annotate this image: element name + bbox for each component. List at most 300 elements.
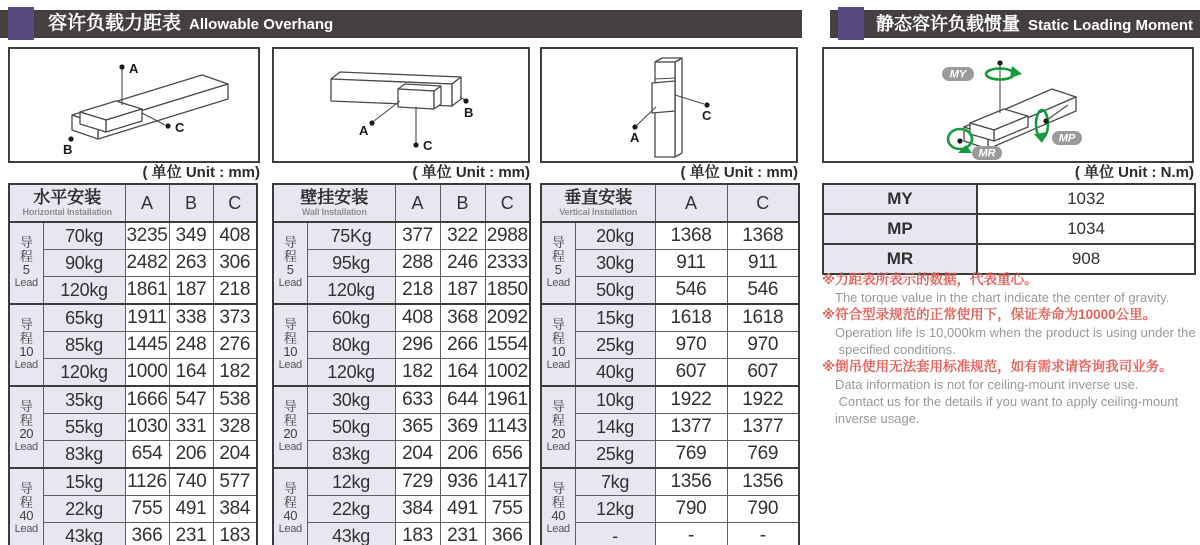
load-cell: 15kg xyxy=(575,304,655,332)
lead-cell xyxy=(541,222,575,304)
load-cell: 43kg xyxy=(307,523,395,545)
installation-name-cell xyxy=(9,184,125,222)
value-cell: 183 xyxy=(395,523,440,545)
mp-arrowhead xyxy=(1034,132,1048,143)
load-cell: 20kg xyxy=(575,222,655,250)
value-cell: 1618 xyxy=(655,304,727,332)
lead-line: 导 xyxy=(19,399,33,414)
horizontal-rail-wireframe xyxy=(10,49,258,161)
value-cell: 2988 xyxy=(485,222,530,250)
vertical-table-container xyxy=(540,183,800,545)
value-cell: 633 xyxy=(395,386,440,414)
value-cell: 491 xyxy=(440,496,485,523)
table-row xyxy=(541,222,799,250)
moment-value-mp: 1034 xyxy=(977,214,1195,244)
point-b xyxy=(463,98,468,103)
table-row xyxy=(541,496,799,523)
value-cell: - xyxy=(655,523,727,545)
lead-line: Lead xyxy=(14,440,38,453)
value-cell: 206 xyxy=(169,441,213,469)
lead-line: Lead xyxy=(546,276,570,289)
my-label: MY xyxy=(949,68,967,81)
value-cell: 607 xyxy=(655,359,727,387)
value-cell: 231 xyxy=(169,523,213,545)
lead-line: 程 xyxy=(19,494,33,510)
lead-line: 程 xyxy=(551,412,565,428)
lead-line: Lead xyxy=(14,358,38,371)
lead-cell xyxy=(273,304,307,386)
value-cell: 729 xyxy=(395,468,440,496)
value-cell: 368 xyxy=(440,304,485,332)
load-cell: 25kg xyxy=(575,332,655,359)
lead-line: 导 xyxy=(19,481,33,496)
lead-cell xyxy=(541,304,575,386)
lead-group-5 xyxy=(273,222,530,304)
installation-name-en: Vertical Installation xyxy=(559,207,638,217)
table-head xyxy=(9,184,257,222)
load-cell: 83kg xyxy=(43,441,125,469)
note-zh: ※力距表所表示的数据，代表重心。 xyxy=(822,272,1038,287)
load-cell: 95kg xyxy=(307,250,395,277)
lead-line: 导 xyxy=(551,399,565,414)
value-cell: 1377 xyxy=(655,414,727,441)
value-cell: 322 xyxy=(440,222,485,250)
label-a: A xyxy=(359,123,369,138)
lead-group-20 xyxy=(9,386,257,468)
value-cell: 366 xyxy=(125,523,169,545)
table-row xyxy=(9,468,257,496)
moment-row xyxy=(823,214,1195,244)
value-cell: 1618 xyxy=(727,304,799,332)
header-row xyxy=(541,184,799,222)
value-cell: 338 xyxy=(169,304,213,332)
load-cell: 30kg xyxy=(575,250,655,277)
load-cell: 60kg xyxy=(307,304,395,332)
moment-label-mp: MP xyxy=(823,214,977,244)
value-cell: 1356 xyxy=(655,468,727,496)
value-cell: 1356 xyxy=(727,468,799,496)
lead-line: 导 xyxy=(551,481,565,496)
label-a: A xyxy=(630,130,640,145)
lead-line: 程 xyxy=(283,494,297,510)
value-cell: 266 xyxy=(440,332,485,359)
table-row xyxy=(9,386,257,414)
load-cell: 70kg xyxy=(43,222,125,250)
installation-name-zh: 垂直安装 xyxy=(564,188,633,207)
lead-group-20 xyxy=(273,386,530,468)
value-cell: 546 xyxy=(655,277,727,305)
value-cell: 164 xyxy=(169,359,213,387)
load-cell: 25kg xyxy=(575,441,655,469)
point-c xyxy=(704,102,709,107)
value-cell: 384 xyxy=(213,496,257,523)
table-row xyxy=(273,304,530,332)
value-cell: 246 xyxy=(440,250,485,277)
note-en: Contact us for the details if you want to apply ceiling-mount xyxy=(835,394,1179,409)
value-cell: 408 xyxy=(213,222,257,250)
lead-line: 程 xyxy=(19,330,33,346)
value-cell: 790 xyxy=(655,496,727,523)
table-head xyxy=(541,184,799,222)
lead-group-10 xyxy=(9,304,257,386)
moment-title-zh: 静态容许负载惯量 xyxy=(876,14,1020,34)
lead-line: 导 xyxy=(283,317,297,332)
column-header-b: B xyxy=(440,184,485,222)
lead-group-40 xyxy=(9,468,257,545)
value-cell: 1368 xyxy=(655,222,727,250)
carriage-front-face xyxy=(398,89,434,109)
load-cell: 55kg xyxy=(43,414,125,441)
lead-line: 程 xyxy=(551,330,565,346)
value-cell: 248 xyxy=(169,332,213,359)
value-cell: 755 xyxy=(125,496,169,523)
table-row xyxy=(273,414,530,441)
load-cell: 80kg xyxy=(307,332,395,359)
value-cell: 349 xyxy=(169,222,213,250)
load-cell: 10kg xyxy=(575,386,655,414)
installation-name-cell xyxy=(541,184,655,222)
value-cell: 218 xyxy=(395,277,440,305)
load-cell: 75Kg xyxy=(307,222,395,250)
point-b xyxy=(68,136,73,141)
lead-line: 程 xyxy=(283,248,297,264)
lead-line: 导 xyxy=(19,317,33,332)
header-row xyxy=(273,184,530,222)
moment-title xyxy=(876,10,1200,40)
overhang-table-vertical xyxy=(540,183,800,545)
overhang-title-en: Allowable Overhang xyxy=(189,16,334,33)
mp-label: MP xyxy=(1058,132,1076,145)
unit-label-nm: ( 单位 Unit : N.m) xyxy=(1074,164,1194,181)
value-cell: 384 xyxy=(395,496,440,523)
overhang-title-bar xyxy=(0,10,802,38)
moment-table xyxy=(822,183,1196,275)
lead-group-10 xyxy=(273,304,530,386)
value-cell: 911 xyxy=(727,250,799,277)
value-cell: 1445 xyxy=(125,332,169,359)
lead-cell xyxy=(273,386,307,468)
moment-title-en: Static Loading Moment xyxy=(1028,17,1193,34)
note-en: Data information is not for ceiling-mount inverse use. xyxy=(835,377,1139,392)
moment-diagram xyxy=(822,47,1194,163)
label-a: A xyxy=(129,61,139,76)
lead-line: 5 xyxy=(286,262,294,277)
value-cell: 1002 xyxy=(485,359,530,387)
lead-line: Lead xyxy=(14,276,38,289)
value-cell: 1922 xyxy=(655,386,727,414)
load-cell: 12kg xyxy=(307,468,395,496)
lead-line: 20 xyxy=(19,426,34,441)
value-cell: 1861 xyxy=(125,277,169,305)
column-header-a: A xyxy=(395,184,440,222)
lead-line: 40 xyxy=(283,508,298,523)
value-cell: 183 xyxy=(213,523,257,545)
lead-cell xyxy=(541,468,575,545)
value-cell: 491 xyxy=(169,496,213,523)
load-cell: 14kg xyxy=(575,414,655,441)
unit-label-mm: ( 单位 Unit : mm) xyxy=(142,164,260,181)
value-cell: 2092 xyxy=(485,304,530,332)
moment-row xyxy=(823,184,1195,214)
value-cell: 365 xyxy=(395,414,440,441)
lead-line: 导 xyxy=(283,481,297,496)
table-row xyxy=(541,441,799,469)
value-cell: 577 xyxy=(213,468,257,496)
value-cell: 206 xyxy=(440,441,485,469)
load-cell: 65kg xyxy=(43,304,125,332)
lead-line: 10 xyxy=(283,344,298,359)
table-row xyxy=(541,414,799,441)
lead-line: Lead xyxy=(278,358,302,371)
lead-line: 20 xyxy=(551,426,566,441)
lead-line: 导 xyxy=(551,235,565,250)
load-cell: 35kg xyxy=(43,386,125,414)
value-cell: 187 xyxy=(440,277,485,305)
table-row xyxy=(9,359,257,387)
value-cell: 218 xyxy=(213,277,257,305)
lead-cell xyxy=(9,222,43,304)
moment-rail-wireframe xyxy=(824,49,1192,161)
lead-line: 程 xyxy=(283,412,297,428)
lead-cell xyxy=(541,386,575,468)
value-cell: 1377 xyxy=(727,414,799,441)
value-cell: 740 xyxy=(169,468,213,496)
table-row xyxy=(9,523,257,545)
table-row xyxy=(9,441,257,469)
value-cell: - xyxy=(727,523,799,545)
lead-line: 10 xyxy=(551,344,566,359)
horizontal-installation-diagram xyxy=(8,47,260,163)
table-row xyxy=(9,496,257,523)
wall-table-container xyxy=(272,183,531,545)
value-cell: 1143 xyxy=(485,414,530,441)
table-row xyxy=(541,304,799,332)
note-zh: ※倒吊使用无法套用标准规范，如有需求请咨询我司业务。 xyxy=(822,359,1173,374)
wall-installation-diagram xyxy=(272,47,530,163)
moment-title-bar xyxy=(830,10,1200,38)
moment-label-my: MY xyxy=(823,184,977,214)
load-cell: 120kg xyxy=(307,277,395,305)
value-cell: 1030 xyxy=(125,414,169,441)
value-cell: 769 xyxy=(655,441,727,469)
lead-line: Lead xyxy=(546,440,570,453)
table-row xyxy=(273,386,530,414)
lead-cell xyxy=(273,222,307,304)
value-cell: 164 xyxy=(440,359,485,387)
moment-value-mr: 908 xyxy=(977,244,1195,274)
installation-name-zh: 水平安装 xyxy=(33,188,102,207)
value-cell: 296 xyxy=(395,332,440,359)
value-cell: 1922 xyxy=(727,386,799,414)
table-head xyxy=(273,184,530,222)
table-row xyxy=(9,414,257,441)
table-row xyxy=(273,441,530,469)
note-zh: ※符合型录规范的正常使用下，保证寿命为10000公里。 xyxy=(822,307,1157,322)
value-cell: 1850 xyxy=(485,277,530,305)
load-cell: 83kg xyxy=(307,441,395,469)
moment-row xyxy=(823,244,1195,274)
value-cell: 1000 xyxy=(125,359,169,387)
accent-square xyxy=(8,7,34,40)
label-c: C xyxy=(702,108,712,123)
value-cell: 654 xyxy=(125,441,169,469)
value-cell: 538 xyxy=(213,386,257,414)
value-cell: 369 xyxy=(440,414,485,441)
load-cell: 120kg xyxy=(307,359,395,387)
lead-line: 导 xyxy=(283,235,297,250)
column-header-b: B xyxy=(169,184,213,222)
lead-cell xyxy=(273,468,307,545)
value-cell: 790 xyxy=(727,496,799,523)
note-en: inverse usage. xyxy=(835,411,920,426)
note-en: The torque value in the chart indicate the center of gravity. xyxy=(835,290,1170,305)
table-row xyxy=(9,250,257,277)
lead-line: 程 xyxy=(19,248,33,264)
table-row xyxy=(9,304,257,332)
table-row xyxy=(273,468,530,496)
point-c xyxy=(413,142,418,147)
mp-point xyxy=(1043,118,1048,123)
column-header-c: C xyxy=(727,184,799,222)
overhang-title-zh: 容许负载力距表 xyxy=(48,13,182,34)
table-row xyxy=(273,250,530,277)
value-cell: 1666 xyxy=(125,386,169,414)
value-cell: 377 xyxy=(395,222,440,250)
column-header-c: C xyxy=(213,184,257,222)
load-cell: 22kg xyxy=(43,496,125,523)
table-row xyxy=(541,277,799,305)
value-cell: 288 xyxy=(395,250,440,277)
table-row xyxy=(541,250,799,277)
value-cell: 366 xyxy=(485,523,530,545)
value-cell: 1911 xyxy=(125,304,169,332)
point-a xyxy=(369,120,374,125)
label-c: C xyxy=(175,120,185,135)
table-row xyxy=(541,359,799,387)
note-en: Operation life is 10,000km when the product is using under the xyxy=(835,325,1196,340)
note-1 xyxy=(822,271,1200,306)
value-cell: 936 xyxy=(440,468,485,496)
note-en: specified conditions. xyxy=(835,342,956,357)
installation-name-en: Horizontal Installation xyxy=(22,207,112,217)
table-row xyxy=(273,523,530,545)
value-cell: 306 xyxy=(213,250,257,277)
point-a xyxy=(632,124,637,129)
lead-group-5 xyxy=(9,222,257,304)
value-cell: 331 xyxy=(169,414,213,441)
value-cell: 3235 xyxy=(125,222,169,250)
lead-cell xyxy=(9,386,43,468)
value-cell: 182 xyxy=(395,359,440,387)
lead-line: 程 xyxy=(19,412,33,428)
table-row xyxy=(9,332,257,359)
table-row xyxy=(541,386,799,414)
installation-name-cell xyxy=(273,184,395,222)
load-cell: 120kg xyxy=(43,359,125,387)
value-cell: 1126 xyxy=(125,468,169,496)
my-point xyxy=(997,60,1002,65)
lead-line: Lead xyxy=(278,440,302,453)
table-row xyxy=(541,523,799,545)
value-cell: 546 xyxy=(727,277,799,305)
lead-line: 5 xyxy=(22,262,30,277)
lead-group-20 xyxy=(541,386,799,468)
value-cell: 970 xyxy=(727,332,799,359)
lead-cell xyxy=(9,304,43,386)
table-row xyxy=(273,332,530,359)
installation-name-zh: 壁挂安装 xyxy=(300,188,369,207)
value-cell: 911 xyxy=(655,250,727,277)
load-cell: 43kg xyxy=(43,523,125,545)
overhang-title xyxy=(48,10,802,39)
moment-label-mr: MR xyxy=(823,244,977,274)
load-cell: 12kg xyxy=(575,496,655,523)
installation-name-en: Wall Installation xyxy=(301,207,367,217)
lead-group-40 xyxy=(273,468,530,545)
load-cell: 40kg xyxy=(575,359,655,387)
value-cell: 204 xyxy=(395,441,440,469)
lead-line: Lead xyxy=(278,276,302,289)
lead-line: 40 xyxy=(551,508,566,523)
table-row xyxy=(9,277,257,305)
value-cell: 187 xyxy=(169,277,213,305)
value-cell: 1554 xyxy=(485,332,530,359)
lead-line: 导 xyxy=(19,235,33,250)
mr-label: MR xyxy=(978,147,996,160)
note-3 xyxy=(822,358,1200,427)
point-c xyxy=(165,123,170,128)
value-cell: 2333 xyxy=(485,250,530,277)
lead-group-10 xyxy=(541,304,799,386)
label-b: B xyxy=(464,105,474,120)
header-row xyxy=(9,184,257,222)
unit-label-mm: ( 单位 Unit : mm) xyxy=(412,164,530,181)
load-cell: 120kg xyxy=(43,277,125,305)
value-cell: 373 xyxy=(213,304,257,332)
note-2 xyxy=(822,306,1200,358)
table-row xyxy=(273,359,530,387)
load-cell: 30kg xyxy=(307,386,395,414)
overhang-table-wall xyxy=(272,183,531,545)
table-row xyxy=(273,277,530,305)
lead-group-5 xyxy=(541,222,799,304)
lead-line: 程 xyxy=(551,248,565,264)
point-a xyxy=(119,64,124,69)
leader-a xyxy=(637,107,656,125)
value-cell: 204 xyxy=(213,441,257,469)
notes-block xyxy=(822,271,1200,427)
label-c: C xyxy=(423,138,433,153)
lead-line: 40 xyxy=(19,508,34,523)
lead-line: 20 xyxy=(283,426,298,441)
load-cell: - xyxy=(575,523,655,545)
load-cell: 90kg xyxy=(43,250,125,277)
value-cell: 1961 xyxy=(485,386,530,414)
value-cell: 769 xyxy=(727,441,799,469)
column-header-a: A xyxy=(655,184,727,222)
load-cell: 85kg xyxy=(43,332,125,359)
leader-a xyxy=(374,101,400,121)
lead-line: 导 xyxy=(283,399,297,414)
lead-line: Lead xyxy=(278,522,302,535)
lead-line: Lead xyxy=(546,522,570,535)
value-cell: 607 xyxy=(727,359,799,387)
column-header-a: A xyxy=(125,184,169,222)
accent-square xyxy=(838,7,864,40)
value-cell: 182 xyxy=(213,359,257,387)
unit-label-mm: ( 单位 Unit : mm) xyxy=(680,164,798,181)
horizontal-table-container xyxy=(8,183,258,545)
